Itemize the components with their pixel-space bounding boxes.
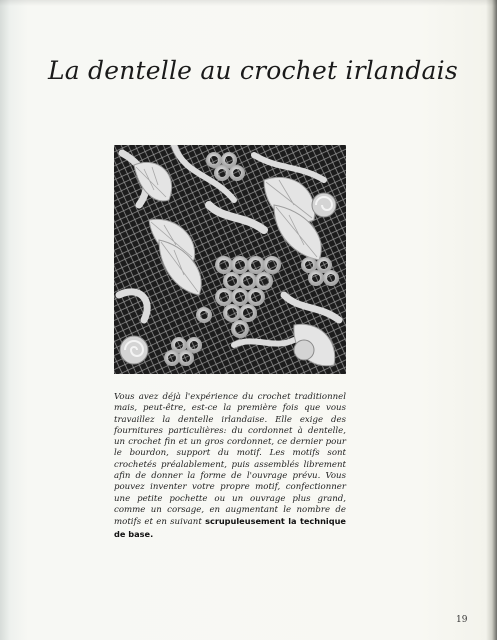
page-edge-shadow xyxy=(0,0,497,6)
page-title: La dentelle au crochet irlandais xyxy=(48,56,458,85)
intro-paragraph xyxy=(114,392,346,541)
intro-text: Vous avez déjà l'expérience du crochet traditionnel mais, peut-être, est-ce la première fois que vous travaillez la dentelle irlandaise. Elle exige des fournitures particulières: du cordonnet à dentelle, un crochet fin et un gros cordonnet, ce dernier pour le bourdon, support du motif. Les motifs sont crochetés préalablement, puis assemblés librement afin de donner la forme de l'ouvrage prévu. Vous pouvez inventer votre propre motif, confectionner une petite pochette ou un ouvrage plus grand, comme un corsage, en augmentant le nombre de motifs et en suivant xyxy=(114,392,346,528)
lace-photo xyxy=(114,145,346,374)
page-number: 19 xyxy=(456,615,468,625)
intro-emphasis: scrupuleusement la technique de base. xyxy=(114,516,346,539)
